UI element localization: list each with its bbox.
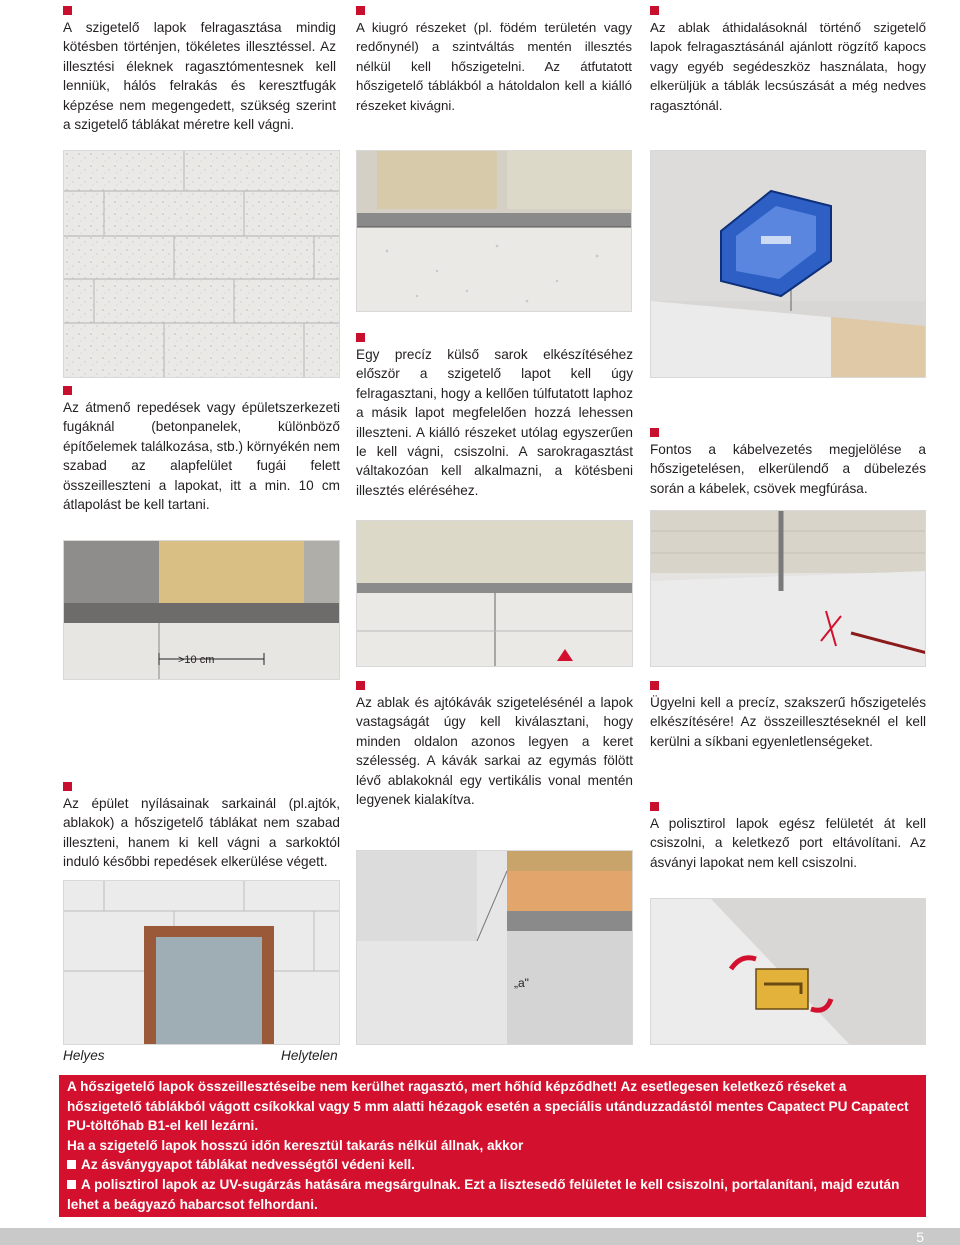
dimension-label: „a" [514,976,529,990]
text-block-reveals [356,681,633,809]
footer-strip [0,1228,960,1245]
banner-item-2: A polisztirol lapok az UV-sugárzás hatására megsárgulnak. Ezt a lisztesedő felületet le kell csiszolni, portalanítani, majd ezután lehet a beágyazó habarcsot felhordani. [67,1176,900,1212]
paragraph: Egy precíz külső sarok elkészítéséhez először a szigetelő lapot kell úgy felragasztani, hogy a kellően túlfutatott laphoz a másik lapot megfelelően hozzá lehessen illeszteni. A kiálló részeket utólag egyszerűen le kell vágni, csiszolni. A sarokragasztást váltakozóan kell alkalmazni, a kötésbeni illesztés eléréséhez. [356,347,633,498]
text-block-cracks [63,386,340,514]
paragraph: Ügyelni kell a precíz, szakszerű hőszigetelés elkészítésére! Az összeillesztéseknél el kell kerülni a síkbani egyenletlenségeket. [650,695,926,749]
figure-lintel-clip [650,150,926,378]
banner-item-1: Az ásványgyapot táblákat nedvességtől védeni kell. [67,1155,918,1175]
text-block-cables [650,428,926,498]
paragraph: A szigetelő lapok felragasztása mindig kötésben történjen, tökéletes illesztéssel. Az illesztési éleknek ragasztómentesnek kell lenniük, hálós felrakás és keresztfugák képzése nem megengedett, szükség szerint a szigetelő táblákat méretre kell vágni. [63,20,336,133]
text-block-lintel [650,6,926,115]
figure-opening-corners [63,880,340,1045]
caption-incorrect: Helytelen [281,1048,338,1063]
bullet-icon [67,1160,76,1169]
figure-cable-marking [650,510,926,667]
bullet-icon [67,1180,76,1189]
caption-correct: Helyes [63,1048,105,1063]
banner-text-2: Ha a szigetelő lapok hosszú időn keresztül takarás nélkül állnak, akkor [67,1137,524,1153]
bullet-icon [356,6,365,15]
paragraph: Az épület nyílásainak sarkainál (pl.ajtók, ablakok) a hőszigetelő táblákat nem szabad illeszteni, hanem ki kell vágni a sarkoktól induló későbbi repedések elkerülése végett. [63,796,340,870]
figure-ceiling-step [356,150,632,312]
text-block-bonding [63,6,336,134]
paragraph: Fontos a kábelvezetés megjelölése a hőszigetelésen, elkerülendő a dübelezés során a kábelek, csövek megfúrása. [650,442,926,496]
bullet-icon [63,386,72,395]
text-block-openings [63,782,340,872]
bullet-icon [63,782,72,791]
text-block-protrusions [356,6,632,115]
bullet-icon [650,802,659,811]
bullet-icon [356,333,365,342]
bullet-icon [63,6,72,15]
text-block-outer-corner [356,333,633,500]
text-block-precision [650,681,926,751]
figure-reveal-detail [356,850,633,1045]
figure-corner-cut [356,520,633,667]
bullet-icon [356,681,365,690]
bullet-icon [650,681,659,690]
bullet-icon [650,428,659,437]
text-block-sanding [650,802,926,872]
overlap-label: >10 cm [178,654,215,666]
paragraph: Az ablak és ajtókávák szigetelésénél a lapok vastagságát úgy kell kiválasztani, hogy minden oldalon azonos legyen a keret szélesség. A kávák sarkai az egymás fölött lévő ablakoknál egy vertikális vonal mentén legyenek kialakítva. [356,695,633,808]
warning-banner [59,1075,926,1217]
paragraph: Az ablak áthidalásoknál történő szigetelő lapok felragasztásánál ajánlott rögzítő kapocs vagy egyéb segédeszköz használata, hogy elkerüljük a táblák lecsúszását a még nedves ragasztónál. [650,20,926,113]
paragraph: Az átmenő repedések vagy épületszerkezeti fugáknál (betonpanelek, különböző építőelemek találkozása, stb.) környékén nem szabad az alapfelület fugái felett összeilleszteni a lapokat, itt a min. 10 cm átlapolást be kell tartani. [63,400,340,513]
paragraph: A kiugró részeket (pl. födém területén vagy redőnynél) a szintváltás mentén illesztés nélkül kell hőszigetelni. Az átfutatott hőszigetelő táblákból a hátoldalon kell a kiálló részeket kivágni. [356,20,632,113]
figure-sanding [650,898,926,1045]
banner-text-1: A hőszigetelő lapok összeillesztéseibe nem kerülhet ragasztó, mert hőhíd képződhet! Az esetlegesen keletkező réseket a hőszigetelő táblákból vágott csíkokkal vagy 5 mm alatti hézagok esetén a speciális utánduzzadástól mentes Capatect PU Capatect PU-töltőhab B1-el kell lezárni. [67,1079,909,1134]
figure-brick-bond [63,150,340,378]
page-number: 5 [916,1229,924,1245]
paragraph: A polisztirol lapok egész felületét át kell csiszolni, a keletkező port eltávolítani. Az ásványi lapokat nem kell csiszolni. [650,816,926,870]
bullet-icon [650,6,659,15]
